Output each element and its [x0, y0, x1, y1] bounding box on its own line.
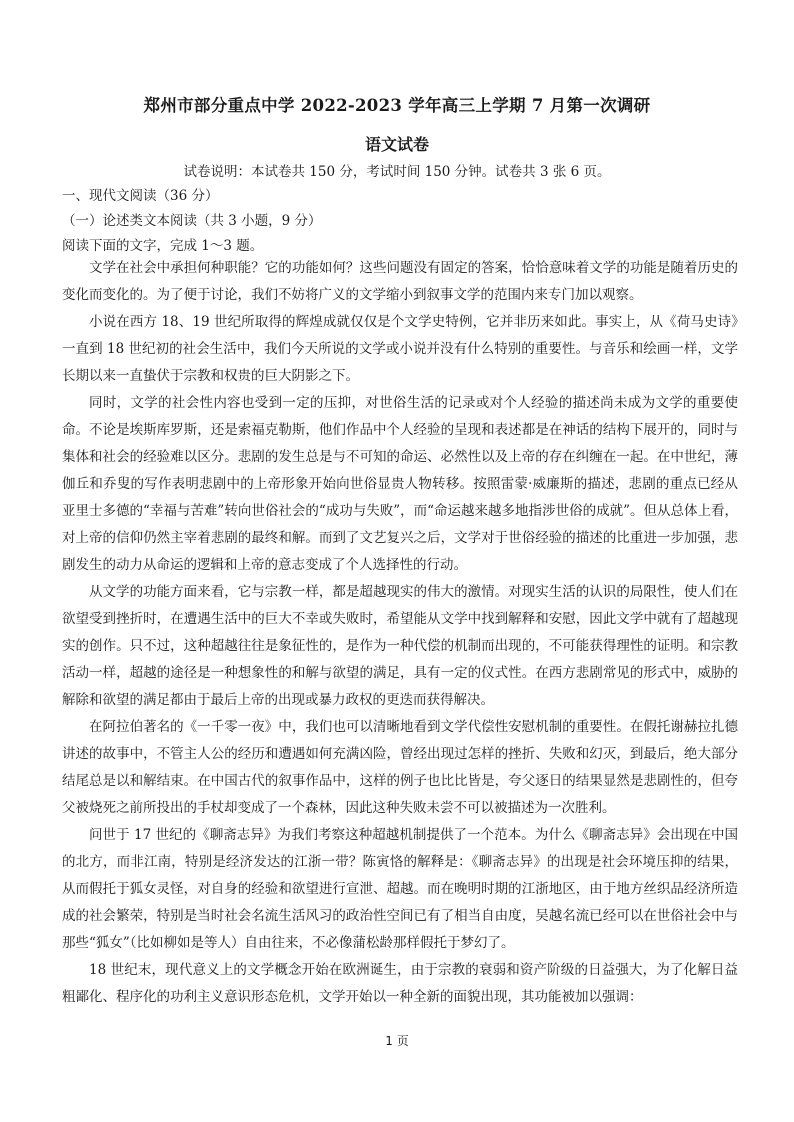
passage-paragraph-4: 从文学的功能方面来看，它与宗教一样，都是超越现实的伟大的激情。对现实生活的认识的局限性，使人们在欲望受到挫折时，在遭遇生活中的巨大不幸或失败时，希望能从文学中找到解释和安慰，因此文学中就有了超越现实的创作。只不过，这种超越往往是象征性的，是作为一种代偿的机制而出现的，不可能获得理性的证明。和宗教活动一样，超越的途径是一种想象性的和解与欲望的满足，具有一定的仪式性。在西方悲剧常见的形式中，威胁的解除和欲望的满足都由于最后上帝的出现或暴力政权的更迭而获得解决。 [62, 584, 738, 708]
exam-instructions: 试卷说明：本试卷共 150 分，考试时间 150 分钟。试卷共 3 张 6 页。 [183, 164, 611, 180]
section-heading: 一、现代文阅读（36 分） [62, 188, 219, 204]
exam-subtitle: 语文试卷 [364, 135, 429, 154]
page-number: 1 页 [385, 1034, 409, 1048]
passage-paragraph-7: 18 世纪末，现代意义上的文学概念开始在欧洲诞生，由于宗教的衰弱和资产阶级的日益强大，为了化解日益粗鄙化、程序化的功利主义意识形态危机，文学开始以一种全新的面貌出现，其功能被加以强调： [62, 962, 738, 1005]
exam-title: 郑州市部分重点中学 2022-2023 学年高三上学期 7 月第一次调研 [143, 96, 651, 115]
section-subheading: （一）论述类文本阅读（共 3 小题，9 分） [62, 213, 322, 229]
reading-prompt: 阅读下面的文字，完成 1～3 题。 [62, 238, 264, 254]
reading-passage [62, 255, 738, 1011]
passage-paragraph-2: 小说在西方 18、19 世纪所取得的辉煌成就仅仅是个文学史特例，它并非历来如此。事实上，从《荷马史诗》一直到 18 世纪初的社会生活中，我们今天所说的文学或小说并没有什么特别的重要性。与音乐和绘画一样，文学长期以来一直蛰伏于宗教和权贵的巨大阴影之下。 [62, 314, 738, 384]
passage-paragraph-1: 文学在社会中承担何种职能？它的功能如何？这些问题没有固定的答案，恰恰意味着文学的功能是随着历史的变化而变化的。为了便于讨论，我们不妨将广义的文学缩小到叙事文学的范围内来专门加以观察。 [62, 260, 738, 303]
passage-paragraph-3: 同时，文学的社会性内容也受到一定的压抑，对世俗生活的记录或对个人经验的描述尚未成为文学的重要使命。不论是埃斯库罗斯，还是索福克勒斯，他们作品中个人经验的呈现和表述都是在神话的结构下展开的，同时与集体和社会的经验难以区分。悲剧的发生总是与不可知的命运、必然性以及上帝的存在纠缠在一起。在中世纪，薄伽丘和乔叟的写作表明悲剧中的上帝形象开始向世俗显贵人物转移。按照雷蒙·威廉斯的描述，悲剧的重点已经从亚里士多德的“幸福与苦难”转向世俗社会的“成功与失败”，而“命运越来越多地指涉世俗的成就”。但从总体上看，对上帝的信仰仍然主宰着悲剧的最终和解。而到了文艺复兴之后，文学对于世俗经验的描述的比重进一步加强，悲剧发生的动力从命运的逻辑和上帝的意志变成了个人选择性的行动。 [62, 395, 738, 573]
passage-paragraph-5: 在阿拉伯著名的《一千零一夜》中，我们也可以清晰地看到文学代偿性安慰机制的重要性。在假托谢赫拉扎德讲述的故事中，不管主人公的经历和遭遇如何充满凶险，曾经出现过怎样的挫折、失败和幻灭，到最后，绝大部分结尾总是以和解结束。在中国古代的叙事作品中，这样的例子也比比皆是，夸父逐日的结果显然是悲剧性的，但夸父被烧死之前所投出的手杖却变成了一个森林，因此这种失败未尝不可以被描述为一次胜利。 [62, 719, 738, 816]
passage-paragraph-6: 问世于 17 世纪的《聊斋志异》为我们考察这种超越机制提供了一个范本。为什么《聊斋志异》会出现在中国的北方，而非江南，特别是经济发达的江浙一带？陈寅恪的解释是：《聊斋志异》的出现是社会环境压抑的结果，从而假托于狐女灵怪，对自身的经验和欲望进行宣泄、超越。而在晚明时期的江浙地区，由于地方丝织品经济所造成的社会繁荣，特别是当时社会名流生活风习的政治性空间已有了相当自由度，吴越名流已经可以在世俗社会中与那些“狐女”（比如柳如是等人）自由往来，不必像蒲松龄那样假托于梦幻了。 [62, 827, 738, 951]
